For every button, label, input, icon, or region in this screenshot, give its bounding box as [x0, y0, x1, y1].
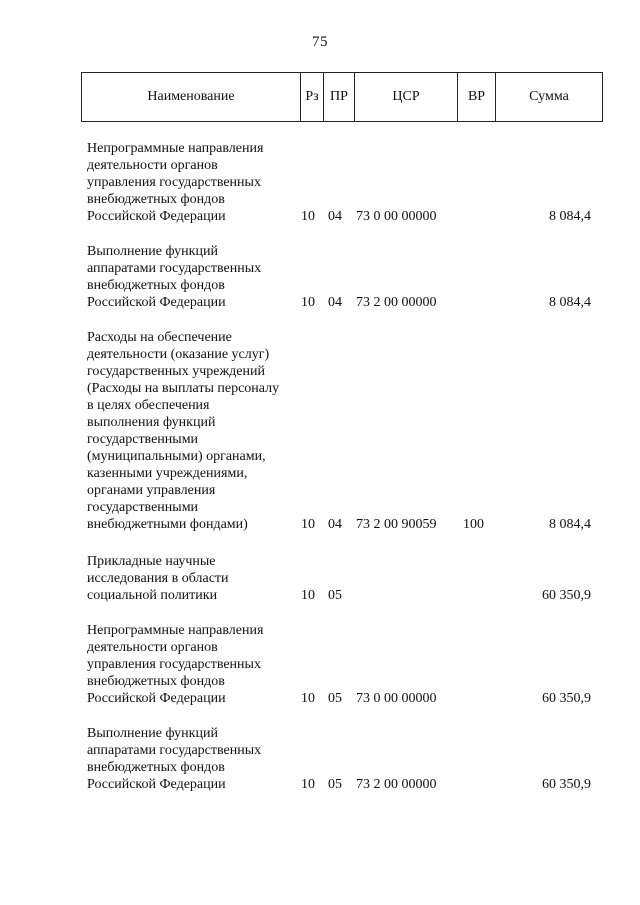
row-name: Выполнение функций аппаратами государственных внебюджетных фондов Российской Федерации [87, 244, 262, 310]
row-csr: 73 0 00 00000 [356, 209, 437, 224]
table-row [0, 243, 640, 311]
header-sum: Сумма [496, 73, 603, 122]
row-sum: 8 084,4 [549, 295, 591, 310]
table-row [0, 553, 640, 604]
table-row [0, 622, 640, 707]
row-codes [0, 690, 640, 707]
row-sum: 8 084,4 [549, 517, 591, 532]
row-rz: 10 [301, 691, 315, 706]
row-pr: 05 [328, 588, 342, 603]
header-name: Наименование [82, 73, 301, 122]
row-pr: 05 [328, 691, 342, 706]
row-rz: 10 [301, 777, 315, 792]
table-row [0, 329, 640, 533]
header-pr: ПР [324, 73, 355, 122]
header-csr: ЦСР [355, 73, 458, 122]
row-codes [0, 776, 640, 793]
row-sum: 8 084,4 [549, 209, 591, 224]
row-vr: 100 [463, 517, 484, 532]
row-name: Непрограммные направления деятельности органов управления государственных внебюджетных фондов Российской Федерации [87, 141, 264, 224]
row-csr: 73 0 00 00000 [356, 691, 437, 706]
table-row [0, 725, 640, 793]
row-codes [0, 587, 640, 604]
row-csr: 73 2 00 90059 [356, 517, 437, 532]
row-name: Выполнение функций аппаратами государственных внебюджетных фондов Российской Федерации [87, 726, 262, 792]
row-csr: 73 2 00 00000 [356, 295, 437, 310]
row-csr: 73 2 00 00000 [356, 777, 437, 792]
table-row [0, 140, 640, 225]
page-number: 75 [312, 34, 328, 50]
row-rz: 10 [301, 588, 315, 603]
table-header [81, 72, 603, 122]
row-pr: 04 [328, 209, 342, 224]
row-pr: 04 [328, 295, 342, 310]
row-sum: 60 350,9 [542, 588, 591, 603]
row-name: Расходы на обеспечение деятельности (оказание услуг) государственных учреждений (Расходы на выплаты персоналу в целях обеспечения выполнения функций государственными (муниципальными) органами, казенными учреждениями, органами управления государственными внебюджетными фондами) [87, 330, 280, 532]
row-codes [0, 208, 640, 225]
row-codes [0, 516, 640, 533]
row-sum: 60 350,9 [542, 691, 591, 706]
row-name: Прикладные научные исследования в области социальной политики [87, 554, 229, 603]
header-rz: Рз [301, 73, 324, 122]
row-name: Непрограммные направления деятельности органов управления государственных внебюджетных фондов Российской Федерации [87, 623, 264, 706]
row-codes [0, 294, 640, 311]
row-sum: 60 350,9 [542, 777, 591, 792]
row-rz: 10 [301, 209, 315, 224]
header-vr: ВР [458, 73, 496, 122]
row-pr: 05 [328, 777, 342, 792]
row-pr: 04 [328, 517, 342, 532]
row-rz: 10 [301, 517, 315, 532]
row-rz: 10 [301, 295, 315, 310]
